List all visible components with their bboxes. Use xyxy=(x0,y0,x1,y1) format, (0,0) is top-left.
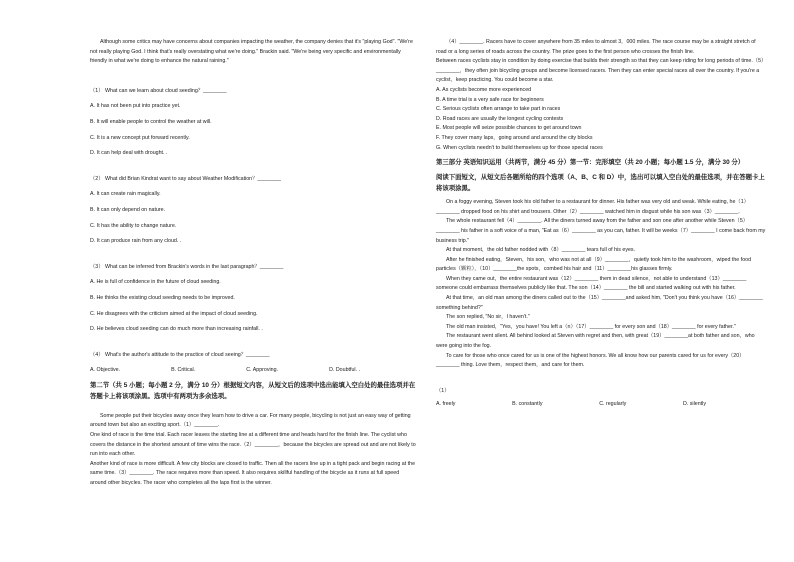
option-c: C. Serious cyclists often arrange to take part in races xyxy=(436,106,561,113)
cloze-paragraph-6: At that time，an old man among the diners called out to the（15）________and asked him, "Don't you think you have（16）________ something behind?" xyxy=(436,295,763,311)
cloze-paragraph-1: On a foggy evening, Steven took his old father to a restaurant for dinner. His father was very old and weak. While eating, he（1）________ dropped food on his shirt and trousers. Other（2）________ watched him in disgust while his son was（3）________. xyxy=(436,199,749,215)
question-4-option-c: C. Approving. xyxy=(246,367,279,374)
intro-paragraph: Although some critics may have concerns about companies impacting the weather, the company denies that it's "playing God". "We're not really playing God. I think that's really overstating what we're doing." Brackin said. "We're being very specific and environmentally friendly in what we're doing to enhance the natural raining." xyxy=(90,39,413,65)
option-a: A. As cyclists become more experienced xyxy=(436,86,532,93)
cloze-question-1-option-d: D. silently xyxy=(683,401,706,408)
question-2-option-c: C. It has the ability to change nature. xyxy=(90,222,177,229)
question-1-stem: （1） What can we learn about cloud seeding？________ xyxy=(90,87,227,94)
question-1-option-a: A. It has not been put into practice yet. xyxy=(90,103,181,110)
cloze-paragraph-5: When they came out，the entire restaurant was（12）________ them in dead silence，not able to understand（13）________ someone could embarrass themselves publicly like that. The son（14）________ the bill and started walking out with his father. xyxy=(436,275,747,292)
cloze-question-1-option-b: B. constantly xyxy=(512,401,543,408)
question-2-stem: （2） What did Brian Kindrat want to say about Weather Modification？________ xyxy=(90,175,281,182)
question-3-option-d: D. He believes cloud seeding can do much more than increasing rainfall. . xyxy=(90,326,263,333)
question-3-option-c: C. He disagrees with the criticism aimed at the impact of cloud seeding. xyxy=(90,310,258,317)
passage-paragraph-3: Another kind of race is more difficult. A few city blocks are closed to traffic. Then all the racers line up in a tight pack and begin racing at the same time.（3）________. The race requires more than speed. It also requires skillful handling of the bicycle as it runs at full speed around other bicycles. The racer who completes all the laps first is the winner. xyxy=(90,460,416,487)
section-3-instruction: 阅读下面短文，从短文后各题所给的四个选项（A、B、C 和 D）中，选出可以填入空白处的最佳选项，并在答题卡上将该项涂黑。 xyxy=(436,174,765,193)
question-4-stem: （4） What's the author's attitude to the practice of cloud seeing？________ xyxy=(90,351,270,358)
left-column xyxy=(90,38,417,489)
question-1-option-d: D. It can help deal with drought. . xyxy=(90,150,168,157)
cloze-paragraph-3: At that moment，the old father nodded with（8）________ tears full of his eyes. xyxy=(446,247,636,254)
cloze-paragraph-8: The old man insisted，"Yes，you have! You left a（n）（17）________ for every son and（18）________ for every father." xyxy=(446,323,736,330)
question-1-option-c: C. It is a new concept put forward recently. xyxy=(90,134,190,141)
option-d: D. Road races are usually the longest cycling contests xyxy=(436,115,564,122)
cloze-paragraph-7: The son replied, "No sir，I haven't." xyxy=(446,314,530,321)
question-4-option-d: D. Doubtful. . xyxy=(329,367,360,374)
question-4-option-b: B. Critical. xyxy=(171,367,196,374)
cloze-question-1-option-c: C. regularly xyxy=(599,401,627,408)
question-1 xyxy=(90,87,417,159)
question-3-option-a: A. He is full of confidence in the future of cloud seeding. xyxy=(90,279,221,286)
option-g: G. When cyclists needn't to build themselves up for those special races xyxy=(436,144,603,151)
cloze-question-1-number: （1） xyxy=(436,387,450,394)
section-3-heading: 第三部分 英语知识运用（共两节，满分 45 分）第一节：完形填空（共 20 小题；每小题 1.5 分，满分 30 分） xyxy=(436,159,745,167)
question-2-option-d: D. It can produce rain from any cloud. . xyxy=(90,238,182,245)
cloze-question-1-option-a: A. freely xyxy=(436,401,456,408)
cloze-paragraph-2: The whole restaurant fell（4）________. All the diners turned away from the father and son one after another while Steven（5）________ his father in a soft voice of a man, "Eat as（6）________ as you can, father. It will be weeks（7）________ I come back from my business trip." xyxy=(436,218,766,244)
passage-paragraph-1: Some people put their bicycles away once they learn how to drive a car. For many people, bicycling is not just an easy way of getting around town but also an exciting sport.（1）________. xyxy=(90,412,411,429)
question-4-option-a: A. Objective. xyxy=(90,367,121,374)
question-3-stem: （3） What can be inferred from Brackin's words in the last paragraph？________ xyxy=(90,263,284,270)
passage-paragraph-2: One kind of race is the time trial. Each racer leaves the starting line at a different time and heads hard for the finish line. The cyclist who covers the distance in the shortest amount of time wins the race.（2）________，because the bicycles are spread out and are not likely to run into each other. xyxy=(90,432,416,458)
passage-paragraph-4: （4）________. Racers have to cover anywhere from 35 miles to almost 3，000 miles. The race course may be a straight stretch of road or a long series of roads across the country. The prize goes to the first person who crosses the finish line. xyxy=(436,39,756,55)
question-2 xyxy=(90,175,417,247)
cloze-paragraph-4: After he finished eating，Steven，his son，who was not at all（9）________，quietly took him to the washroom，wiped the food particles（颗粒），（10）________the spots，combed his hair and（11）________his glasses firmly. xyxy=(436,256,752,273)
option-e: E. Most people will seize possible chances to get around town xyxy=(436,125,582,132)
option-b: B. A time trial is a very safe race for beginners xyxy=(436,96,544,103)
option-f: F. They cover many laps，going around and around the city blocks xyxy=(436,134,593,141)
passage-paragraph-5: Between races cyclists stay in condition by doing exercise that builds their strength so that they can keep riding for long periods of time.（5）________，they often join bicycling groups and become licensed racers. Then they can enter special races all over the country. If you're a cyclist，keep practicing. You could become a star. xyxy=(436,58,764,84)
cloze-paragraph-10: To care for those who once cared for us is one of the highest honors. We all know how our parents cared for us for every（20）________ thing. Love them，respect them，and care for them. xyxy=(436,352,745,369)
question-1-option-b: B. It will enable people to control the weather at will. xyxy=(90,118,212,125)
cloze-question-1-options xyxy=(436,400,706,410)
question-3 xyxy=(90,263,417,335)
question-4 xyxy=(90,351,417,376)
question-2-option-a: A. It can create rain magically. xyxy=(90,191,161,198)
section-2-heading: 第二节（共 5 小题；每小题 2 分，满分 10 分）根据短文内容，从短文后的选项中选出能填入空白处的最佳选项并在答题卡上将该项涂黑。选项中有两项为多余选项。 xyxy=(90,381,416,400)
question-4-options xyxy=(90,366,360,376)
right-column xyxy=(436,38,766,410)
question-2-option-b: B. It can only depend on nature. xyxy=(90,206,166,213)
answer-options xyxy=(436,86,766,153)
question-3-option-b: B. He thinks the existing cloud seeding needs to be improved. xyxy=(90,294,235,301)
cloze-paragraph-9: The restaurant went silent. All behind looked at Steven with regret and then, with great（19）________at both father and son，who were going into the fog. xyxy=(436,333,755,350)
